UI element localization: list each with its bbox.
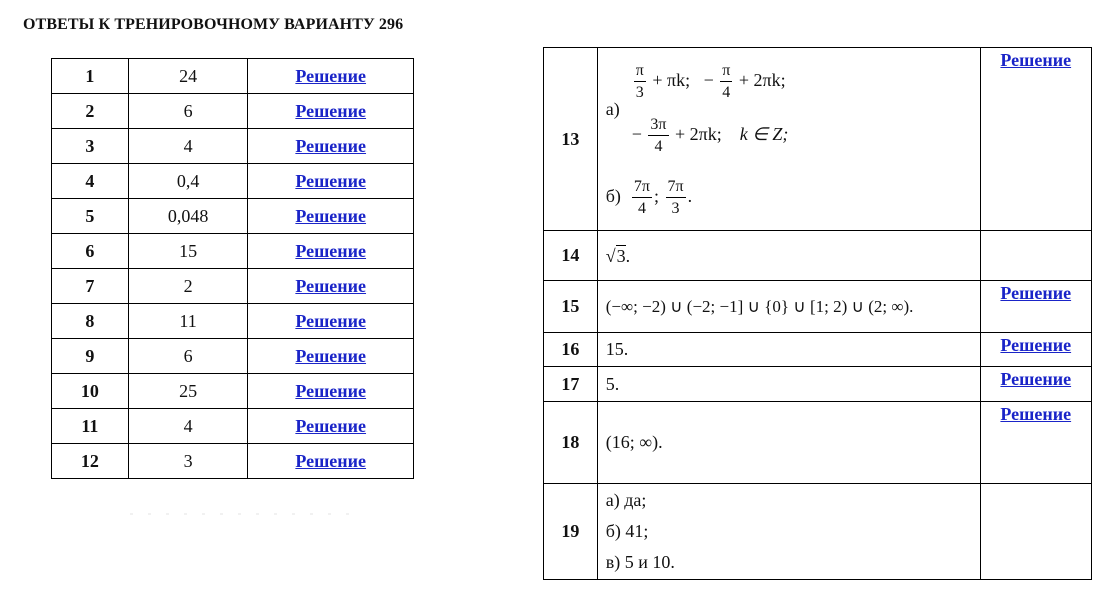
solution-cell — [248, 199, 414, 234]
task-number: 10 — [52, 374, 129, 409]
solution-cell — [248, 374, 414, 409]
answer-13-a-line1 — [632, 63, 786, 101]
sign-text: − — [631, 124, 642, 145]
answers-table-right — [543, 47, 1092, 580]
solution-cell-13 — [980, 48, 1091, 231]
task-number: 16 — [544, 333, 598, 367]
solution-link[interactable]: Решение — [295, 170, 367, 191]
solution-cell — [248, 129, 414, 164]
fraction-numerator: 3π — [648, 117, 668, 136]
task-number: 5 — [52, 199, 129, 234]
part-b-label: б) — [605, 186, 621, 207]
answer-value: 4 — [128, 409, 248, 444]
answer-19-line-a: а) да; — [605, 490, 647, 510]
sign-text: − — [703, 70, 714, 91]
solution-cell — [248, 339, 414, 374]
answer-cell-13 — [597, 48, 980, 231]
answer-19-line-c: в) 5 и 10. — [605, 552, 675, 572]
task-number: 7 — [52, 269, 129, 304]
task-number: 4 — [52, 164, 129, 199]
solution-link[interactable]: Решение — [295, 240, 367, 261]
solution-cell — [248, 94, 414, 129]
solution-link[interactable]: Решение — [295, 345, 367, 366]
solution-link-13[interactable]: Решение — [1000, 50, 1072, 70]
answer-17: 5. — [597, 367, 980, 402]
answer-value: 15 — [128, 234, 248, 269]
answer-14-end: . — [625, 245, 631, 266]
table-row — [52, 304, 414, 339]
table-row — [52, 409, 414, 444]
table-row-15 — [544, 281, 1092, 333]
solution-link[interactable]: Решение — [295, 380, 367, 401]
answer-13 — [606, 51, 980, 227]
table-row — [52, 164, 414, 199]
table-row-14 — [544, 231, 1092, 281]
table-row — [52, 59, 414, 94]
part-a-label: а) — [605, 99, 620, 119]
solution-cell — [248, 59, 414, 94]
table-row-18 — [544, 402, 1092, 484]
sqrt-radicand: 3 — [616, 245, 626, 266]
table-row — [52, 199, 414, 234]
fraction-denominator: 3 — [635, 84, 644, 101]
answers-table-left-body — [52, 59, 414, 479]
answer-value: 0,048 — [128, 199, 248, 234]
answer-value: 6 — [128, 339, 248, 374]
solution-link-17[interactable]: Решение — [1000, 369, 1072, 389]
task-number: 9 — [52, 339, 129, 374]
fraction-numerator: π — [634, 63, 646, 82]
answers-table-left — [51, 58, 414, 479]
solution-link[interactable]: Решение — [295, 100, 367, 121]
answer-value: 25 — [128, 374, 248, 409]
answer-14 — [597, 231, 980, 281]
table-row — [52, 129, 414, 164]
solution-link[interactable]: Решение — [295, 205, 367, 226]
fraction-numerator: π — [720, 63, 732, 82]
fraction-denominator: 4 — [637, 200, 646, 217]
solution-cell-18 — [980, 402, 1091, 484]
table-row — [52, 234, 414, 269]
solution-cell-17 — [980, 367, 1091, 402]
solution-link[interactable]: Решение — [295, 135, 367, 156]
solution-cell-19 — [980, 484, 1091, 580]
term-text: + 2πk; — [738, 70, 786, 91]
task-number: 8 — [52, 304, 129, 339]
task-number: 18 — [544, 402, 598, 484]
task-number: 19 — [544, 484, 598, 580]
answer-19-line-b: б) 41; — [605, 521, 649, 541]
condition-text: k ∈ Z; — [739, 124, 789, 145]
solution-cell — [248, 234, 414, 269]
solution-cell — [248, 164, 414, 199]
task-number: 14 — [544, 231, 598, 281]
answer-value: 11 — [128, 304, 248, 339]
page-title: ОТВЕТЫ К ТРЕНИРОВОЧНОМУ ВАРИАНТУ 296 — [23, 16, 404, 33]
answer-13-a-line2 — [632, 117, 789, 155]
table-row — [52, 94, 414, 129]
solution-cell — [248, 304, 414, 339]
solution-cell — [248, 409, 414, 444]
answer-16: 15. — [597, 333, 980, 367]
table-row-16 — [544, 333, 1092, 367]
solution-cell-15 — [980, 281, 1091, 333]
solution-link-18[interactable]: Решение — [1000, 404, 1072, 424]
task-number: 17 — [544, 367, 598, 402]
answer-19 — [597, 484, 980, 580]
table-row-13 — [544, 48, 1092, 231]
table-row — [52, 269, 414, 304]
fraction-numerator: 7π — [666, 179, 686, 198]
task-number: 3 — [52, 129, 129, 164]
solution-cell — [248, 444, 414, 479]
solution-link[interactable]: Решение — [295, 415, 367, 436]
task-number: 15 — [544, 281, 598, 333]
separator-text: ; — [654, 186, 660, 207]
task-number: 11 — [52, 409, 129, 444]
solution-cell-16 — [980, 333, 1091, 367]
answer-13-b-line — [606, 179, 692, 217]
table-row-19 — [544, 484, 1092, 580]
task-number: 6 — [52, 234, 129, 269]
task-number: 2 — [52, 94, 129, 129]
solution-link[interactable]: Решение — [295, 310, 367, 331]
table-row — [52, 339, 414, 374]
table-row — [52, 374, 414, 409]
solution-cell-14 — [980, 231, 1091, 281]
fraction-denominator: 3 — [671, 200, 680, 217]
table-row-17 — [544, 367, 1092, 402]
answer-value: 4 — [128, 129, 248, 164]
solution-link[interactable]: Решение — [295, 65, 367, 86]
answer-18: (16; ∞). — [597, 402, 980, 484]
term-text: + πk; — [652, 70, 691, 91]
task-number: 12 — [52, 444, 129, 479]
answer-15: (−∞; −2) ∪ (−2; −1] ∪ {0} ∪ [1; 2) ∪ (2; ∞). — [597, 281, 980, 333]
answer-value: 24 — [128, 59, 248, 94]
solution-link[interactable]: Решение — [295, 275, 367, 296]
table-row — [52, 444, 414, 479]
fraction-denominator: 4 — [722, 84, 731, 101]
fraction-denominator: 4 — [654, 138, 663, 155]
task-number: 13 — [544, 48, 598, 231]
term-text: + 2πk; — [675, 124, 722, 145]
end-text: . — [687, 186, 693, 207]
solution-link-16[interactable]: Решение — [1000, 335, 1072, 355]
solution-link-15[interactable]: Решение — [1000, 283, 1072, 303]
task-number: 1 — [52, 59, 129, 94]
faint-artifact — [130, 513, 360, 515]
solution-link[interactable]: Решение — [295, 450, 367, 471]
answer-value: 2 — [128, 269, 248, 304]
sqrt-sign: √ — [605, 245, 616, 266]
answer-value: 6 — [128, 94, 248, 129]
answer-value: 0,4 — [128, 164, 248, 199]
answer-value: 3 — [128, 444, 248, 479]
solution-cell — [248, 269, 414, 304]
fraction-numerator: 7π — [632, 179, 652, 198]
